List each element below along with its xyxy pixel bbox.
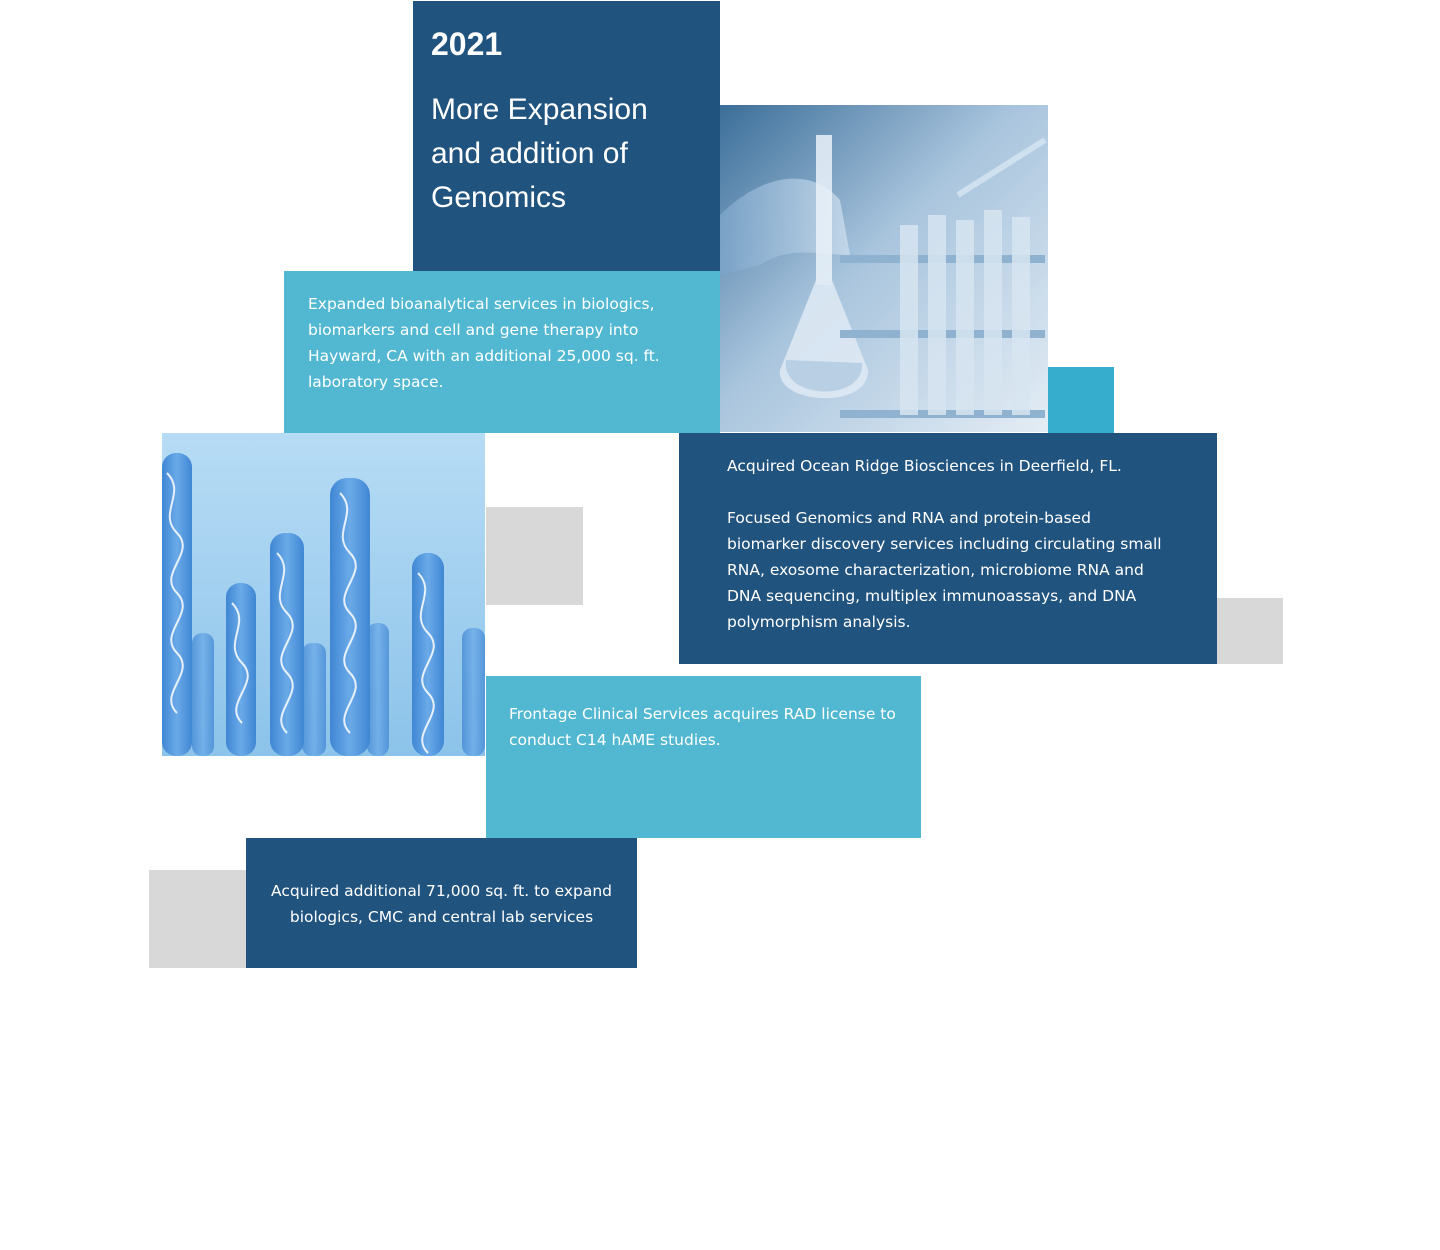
grey-accent-block bbox=[149, 870, 246, 968]
grey-accent-block bbox=[486, 507, 583, 605]
grey-accent-block bbox=[1217, 598, 1283, 664]
ocean-ridge-text: Acquired Ocean Ridge Biosciences in Deerfield, FL. Focused Genomics and RNA and protein-based biomarker discovery services including circulating small RNA, exosome characterization, microbiome RNA and DNA sequencing, multiplex immunoassays, and DNA polymorphism analysis. bbox=[727, 457, 1162, 631]
section-heading: More Expansion and addition of Genomics bbox=[431, 93, 648, 214]
hayward-expansion-text: Expanded bioanalytical services in biologics, biomarkers and cell and gene therapy into Hayward, CA with an additional 25,000 sq. ft. laboratory space. bbox=[308, 295, 660, 391]
lab-expansion-card bbox=[246, 838, 637, 968]
hayward-expansion-card bbox=[284, 271, 720, 433]
teal-accent-block bbox=[1048, 367, 1114, 433]
lab-flask-photo bbox=[720, 105, 1048, 432]
ocean-ridge-card bbox=[679, 433, 1217, 664]
year-title-card bbox=[413, 1, 720, 273]
dna-test-tubes-photo bbox=[162, 433, 485, 756]
year-label: 2021 bbox=[431, 26, 503, 62]
rad-license-text: Frontage Clinical Services acquires RAD license to conduct C14 hAME studies. bbox=[509, 705, 896, 749]
rad-license-card bbox=[486, 676, 921, 838]
lab-expansion-text: Acquired additional 71,000 sq. ft. to expand biologics, CMC and central lab services bbox=[270, 882, 613, 926]
